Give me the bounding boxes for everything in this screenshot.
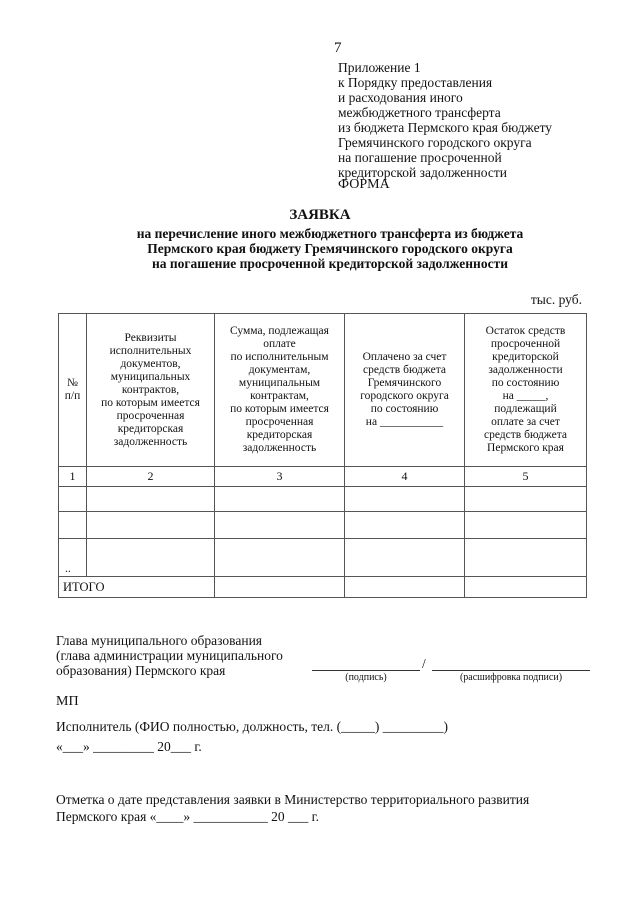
header-line: по состоянию — [491, 377, 560, 389]
header-line: Пермского края — [487, 442, 564, 454]
header-line: контрактов, — [121, 383, 180, 396]
table-cell — [59, 487, 87, 512]
header-line: Оплачено за счет — [362, 351, 447, 363]
submission-note — [56, 791, 529, 825]
signature-line — [312, 670, 420, 671]
column-number: 2 — [87, 467, 215, 487]
appendix-line: кредиторской задолженности — [338, 165, 507, 180]
header-line: исполнительных — [109, 344, 192, 357]
appendix-line: и расходования иного — [338, 90, 463, 105]
signature-text-line: образования) Пермского края — [56, 663, 226, 678]
signature-caption: (подпись) — [345, 672, 387, 683]
header-line: средств бюджета — [484, 429, 567, 441]
total-row — [59, 577, 587, 598]
header-number — [59, 314, 87, 467]
subtitle-line: на перечисление иного межбюджетного трансферта из бюджета — [136, 226, 524, 241]
header-line: просроченная — [116, 409, 185, 422]
signature-decode-line — [432, 670, 590, 671]
header-line: средств бюджета — [363, 364, 446, 376]
header-requisites — [87, 314, 215, 467]
executor-line: Исполнитель (ФИО полностью, должность, тел. (_____) _________) — [56, 719, 449, 734]
header-line: задолженность — [242, 442, 317, 454]
appendix-line: межбюджетного трансферта — [338, 105, 501, 120]
header-line: документов, — [120, 357, 181, 370]
appendix-line: к Порядку предоставления — [338, 75, 493, 90]
table-row — [59, 512, 587, 539]
column-number: 3 — [215, 467, 345, 487]
table-cell — [87, 512, 215, 539]
appendix-header — [338, 60, 552, 180]
table-cell — [215, 577, 345, 598]
total-label: ИТОГО — [59, 577, 215, 598]
table-cell — [215, 487, 345, 512]
header-line: контрактам, — [250, 390, 309, 402]
header-line: муниципальным — [238, 377, 321, 389]
header-line: просроченная — [245, 416, 314, 428]
header-line: Гремячинского — [367, 377, 442, 389]
ellipsis-cell: .. — [59, 539, 87, 577]
header-line: на _____, — [502, 390, 549, 402]
header-line: подлежащий — [494, 403, 557, 415]
header-line: п/п — [64, 390, 81, 402]
table-cell — [345, 539, 465, 577]
request-table — [58, 313, 587, 598]
appendix-line: на погашение просроченной — [338, 150, 502, 165]
decode-caption: (расшифровка подписи) — [459, 672, 563, 683]
document-title: ЗАЯВКА — [289, 207, 351, 223]
column-number: 4 — [345, 467, 465, 487]
header-line: по которым имеется — [230, 403, 329, 415]
table-cell — [215, 512, 345, 539]
header-line: городского округа — [360, 390, 449, 402]
column-number: 1 — [59, 467, 87, 487]
page-number: 7 — [334, 40, 342, 56]
head-signature-label — [56, 633, 283, 678]
header-line: Реквизиты — [124, 331, 177, 344]
table-cell — [345, 487, 465, 512]
column-number: 5 — [465, 467, 587, 487]
subtitle-line: Пермского края бюджету Гремячинского городского округа — [147, 241, 513, 256]
header-line: на ___________ — [365, 416, 444, 428]
appendix-line: Приложение 1 — [338, 60, 421, 75]
units-label: тыс. руб. — [530, 292, 582, 307]
column-number-row — [59, 467, 587, 487]
note-line: Пермского края «____» ___________ 20 ___ г. — [56, 809, 320, 824]
header-line: по которым имеется — [101, 396, 200, 409]
signature-separator: / — [422, 656, 426, 671]
table-cell — [465, 577, 587, 598]
table-cell — [215, 539, 345, 577]
table-cell — [465, 512, 587, 539]
table-cell — [465, 539, 587, 577]
header-line: оплате за счет — [491, 416, 560, 428]
table-row — [59, 487, 587, 512]
header-line: Остаток средств — [485, 325, 566, 337]
stamp-label: МП — [56, 694, 79, 709]
table-cell — [87, 539, 215, 577]
appendix-line: Гремячинского городского округа — [338, 135, 532, 150]
table-row — [59, 539, 587, 577]
table-cell — [465, 487, 587, 512]
table-cell — [59, 512, 87, 539]
header-paid — [345, 314, 465, 467]
header-line: кредиторской — [492, 351, 559, 363]
table-cell — [87, 487, 215, 512]
header-line: документам, — [248, 364, 311, 376]
header-line: № — [67, 377, 78, 389]
executor-date-line: «___» _________ 20___ г. — [56, 739, 202, 754]
header-line: по состоянию — [370, 403, 439, 415]
header-line: Сумма, подлежащая — [230, 325, 329, 337]
header-balance — [465, 314, 587, 467]
table-cell — [345, 512, 465, 539]
signature-text-line: (глава администрации муниципального — [56, 648, 283, 663]
appendix-line: из бюджета Пермского края бюджету — [338, 120, 553, 135]
header-line: просроченной — [490, 338, 561, 350]
document-subtitle — [60, 226, 600, 271]
header-line: кредиторская — [117, 422, 184, 435]
note-line: Отметка о дате представления заявки в Министерство территориального развития — [56, 792, 530, 807]
table-header-row — [59, 314, 587, 467]
signature-text-line: Глава муниципального образования — [56, 633, 263, 648]
form-label: ФОРМА — [338, 177, 390, 192]
header-amount-due — [215, 314, 345, 467]
header-line: задолженность — [113, 435, 188, 448]
header-line: муниципальных — [110, 370, 191, 383]
table-cell — [345, 577, 465, 598]
header-line: задолженности — [488, 364, 563, 376]
header-line: оплате — [263, 338, 296, 350]
subtitle-line: на погашение просроченной кредиторской задолженности — [151, 256, 508, 271]
header-line: кредиторская — [246, 429, 313, 441]
header-line: по исполнительным — [230, 351, 329, 363]
